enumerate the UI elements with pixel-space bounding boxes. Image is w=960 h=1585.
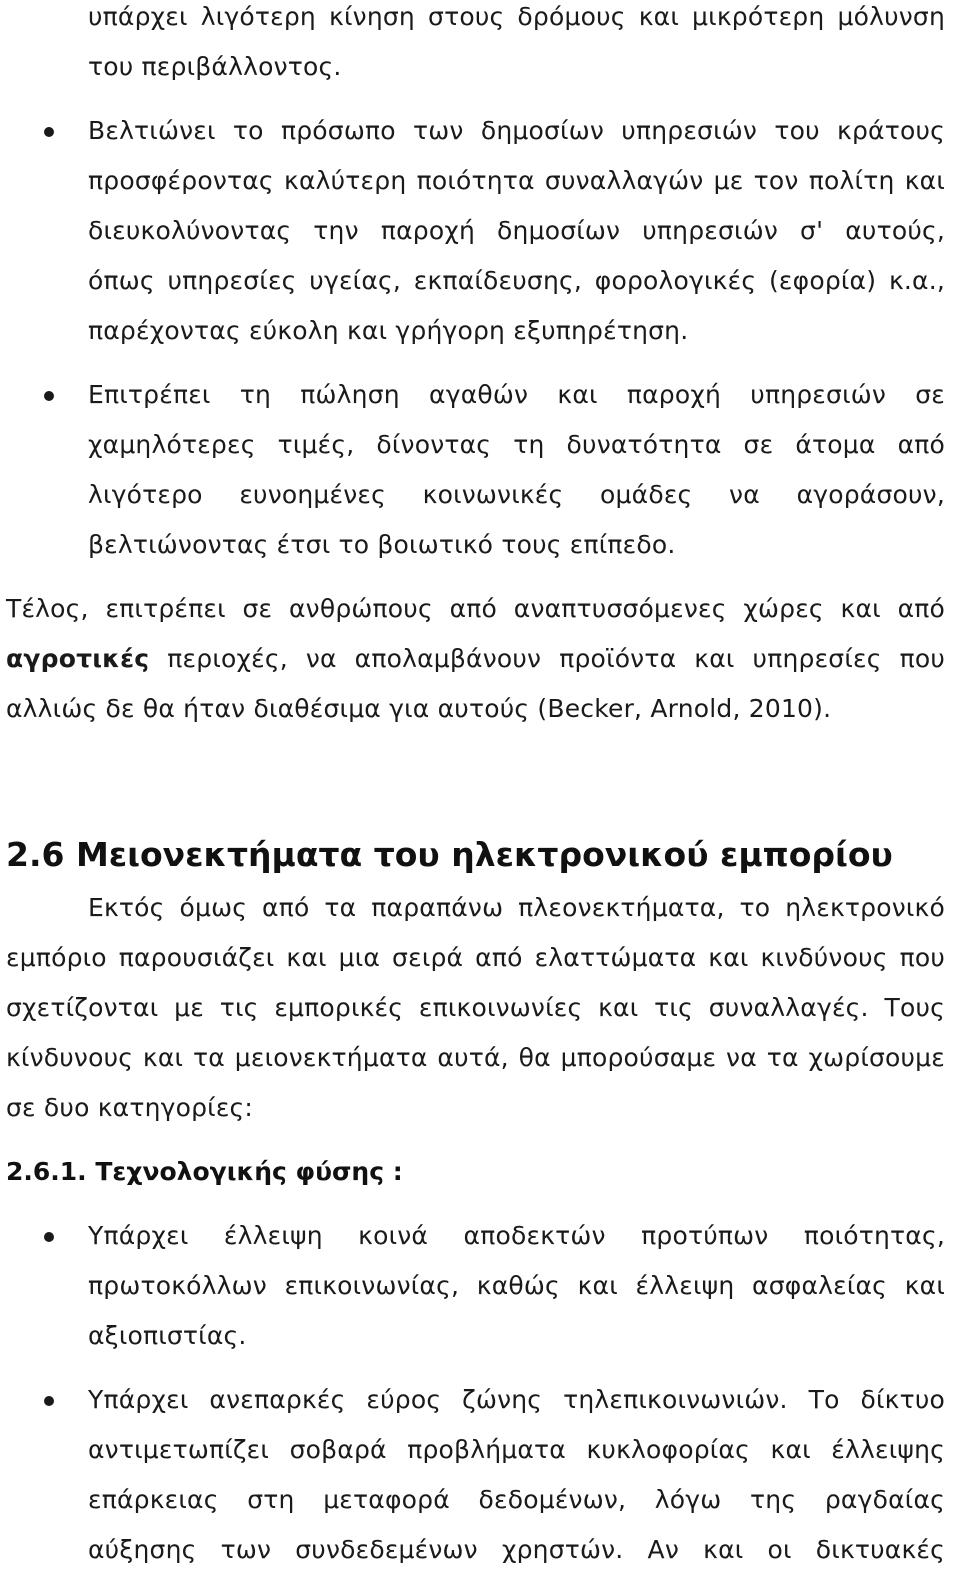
- bullet-line: όπως υπηρεσίες υγείας, εκπαίδευσης, φορολογικές (εφορία) κ.α.,: [88, 266, 945, 295]
- bullet-line: επάρκειας στη μεταφορά δεδομένων, λόγω της ραγδαίας: [88, 1485, 945, 1514]
- bullet-line: Βελτιώνει το πρόσωπο των δημοσίων υπηρεσιών του κράτους: [88, 116, 945, 145]
- bullet-line: Υπάρχει έλλειψη κοινά αποδεκτών προτύπων ποιότητας,: [88, 1221, 945, 1250]
- paragraph-line: σε δυο κατηγορίες:: [6, 1093, 254, 1122]
- bullet-line: λιγότερο ευνοημένες κοινωνικές ομάδες να αγοράσουν,: [88, 480, 945, 509]
- paragraph-line: Εκτός όμως από τα παραπάνω πλεονεκτήματα, το ηλεκτρονικό: [88, 893, 945, 922]
- paragraph-line: κίνδυνους και τα μειονεκτήματα αυτά, θα μπορούσαμε να τα χωρίσουμε: [6, 1043, 945, 1072]
- bullet-icon: [44, 127, 54, 137]
- paragraph-line: εμπόριο παρουσιάζει και μια σειρά από ελαττώματα και κινδύνους που: [6, 943, 945, 972]
- section-heading: 2.6 Μειονεκτήματα του ηλεκτρονικού εμπορίου: [6, 835, 893, 874]
- bullet-line: διευκολύνοντας την παροχή δημοσίων υπηρεσιών σ' αυτούς,: [88, 216, 945, 245]
- paragraph-line: [6, 644, 945, 674]
- bullet-line: αξιοπιστίας.: [88, 1321, 247, 1350]
- bullet-icon: [44, 1396, 54, 1406]
- paragraph-line: υπάρχει λιγότερη κίνηση στους δρόμους και μικρότερη μόλυνση: [88, 2, 945, 31]
- bullet-line: πρωτοκόλλων επικοινωνίας, καθώς και έλλειψη ασφαλείας και: [88, 1271, 945, 1300]
- bullet-line: χαμηλότερες τιμές, δίνοντας τη δυνατότητα σε άτομα από: [88, 430, 945, 459]
- subsection-heading: 2.6.1. Τεχνολογικής φύσης :: [6, 1157, 403, 1186]
- bullet-line: Υπάρχει ανεπαρκές εύρος ζώνης τηλεπικοινωνιών. Το δίκτυο: [88, 1385, 945, 1414]
- bullet-line: αύξησης των συνδεδεμένων χρηστών. Αν και οι δικτυακές: [88, 1535, 945, 1564]
- bullet-icon: [44, 391, 54, 401]
- paragraph-line: του περιβάλλοντος.: [88, 52, 342, 81]
- bullet-line: βελτιώνοντας έτσι το βοιωτικό τους επίπεδο.: [88, 530, 676, 559]
- paragraph-text: περιοχές, να απολαμβάνουν προϊόντα και υπηρεσίες που: [149, 644, 945, 673]
- bullet-line: αντιμετωπίζει σοβαρά προβλήματα κυκλοφορίας και έλλειψης: [88, 1435, 945, 1464]
- bullet-line: Επιτρέπει τη πώληση αγαθών και παροχή υπηρεσιών σε: [88, 380, 945, 409]
- paragraph-line: Τέλος, επιτρέπει σε ανθρώπους από αναπτυσσόμενες χώρες και από: [6, 594, 945, 623]
- bold-term: αγροτικές: [6, 644, 150, 673]
- paragraph-line: αλλιώς δε θα ήταν διαθέσιμα για αυτούς (Becker, Arnold, 2010).: [6, 694, 832, 723]
- bullet-icon: [44, 1232, 54, 1242]
- bullet-line: προσφέροντας καλύτερη ποιότητα συναλλαγών με τον πολίτη και: [88, 166, 945, 195]
- bullet-line: παρέχοντας εύκολη και γρήγορη εξυπηρέτηση.: [88, 316, 689, 345]
- paragraph-line: σχετίζονται με τις εμπορικές επικοινωνίες και τις συναλλαγές. Τους: [6, 993, 945, 1022]
